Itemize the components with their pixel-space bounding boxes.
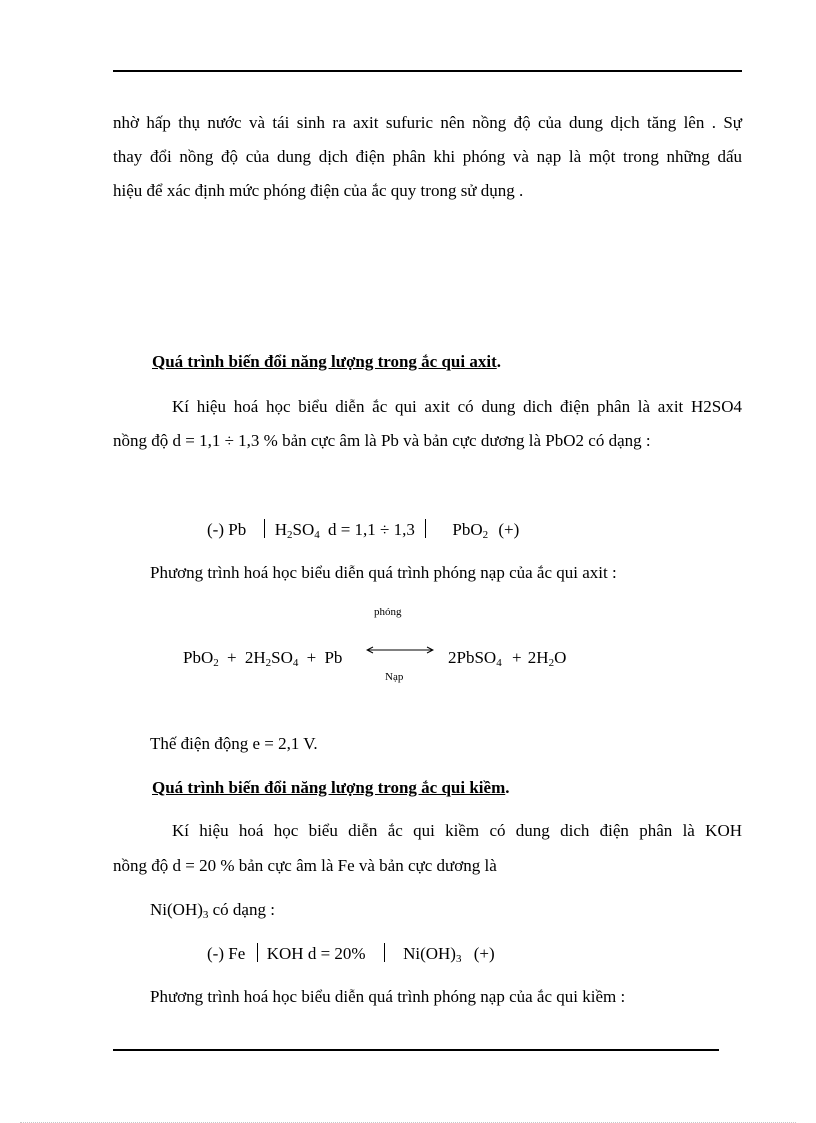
footer-rule <box>113 1049 719 1051</box>
alkaline-equation-intro: Phương trình hoá học biểu diễn quá trình phóng nạp của ắc qui kiềm : <box>150 987 626 1006</box>
acid-description: nồng độ d = 1,1 ÷ 1,3 % bản cực âm là Pb và bản cực dương là PbO2 có dạng : <box>113 431 651 450</box>
alkaline-description: nồng độ d = 20 % bản cực âm là Fe và bản cực dương là <box>113 856 497 875</box>
acid-equation-products: 2PbSO$_4$ + $2H_2O$ <box>448 648 567 669</box>
section-heading-alkaline: Quá trình biến đổi năng lượng trong ắc qui kiềm. <box>152 778 510 797</box>
arrow-label-charge: Nạp <box>385 671 404 683</box>
paragraph-line: thay đổi nồng độ của dung dịch điện phân khi phóng và nạp là một trong những dấu <box>113 147 742 166</box>
paragraph-line: nhờ hấp thụ nước và tái sinh ra axit sufuric nên nồng độ của dung dịch tăng lên . Sự <box>113 113 742 132</box>
acid-cell-notation: (-) Pb $H_2SO_4$ d = 1,1 ÷ 1,3 PbO$_2$ (+) <box>207 520 520 541</box>
paragraph-line: hiệu để xác định mức phóng điện của ắc quy trong sử dụng . <box>113 181 524 200</box>
alkaline-description: Kí hiệu hoá học biểu diễn ắc qui kiềm có dung dich điện phân là KOH <box>172 821 742 840</box>
acid-description: Kí hiệu hoá học biểu diễn ắc qui axit có dung dich điện phân là axit H2SO4 <box>172 397 742 416</box>
reversible-arrow <box>366 646 434 658</box>
acid-equation-reactants: $PbO_2 + 2H_2SO_4 + Pb$ <box>183 648 343 669</box>
acid-emf: Thế điện động e = 2,1 V. <box>150 734 318 753</box>
arrow-label-discharge: phóng <box>374 606 402 618</box>
alkaline-cell-notation: (-) Fe KOH d = 20% $Ni(OH)_3$ (+) <box>207 944 495 965</box>
acid-equation-intro: Phương trình hoá học biểu diễn quá trình phóng nạp của ắc qui axit : <box>150 563 617 582</box>
header-rule <box>113 70 742 72</box>
alkaline-formula: $Ni(OH)_3$ có dạng : <box>150 900 275 921</box>
section-heading-acid: Quá trình biến đổi năng lượng trong ắc qui axit. <box>152 352 501 371</box>
